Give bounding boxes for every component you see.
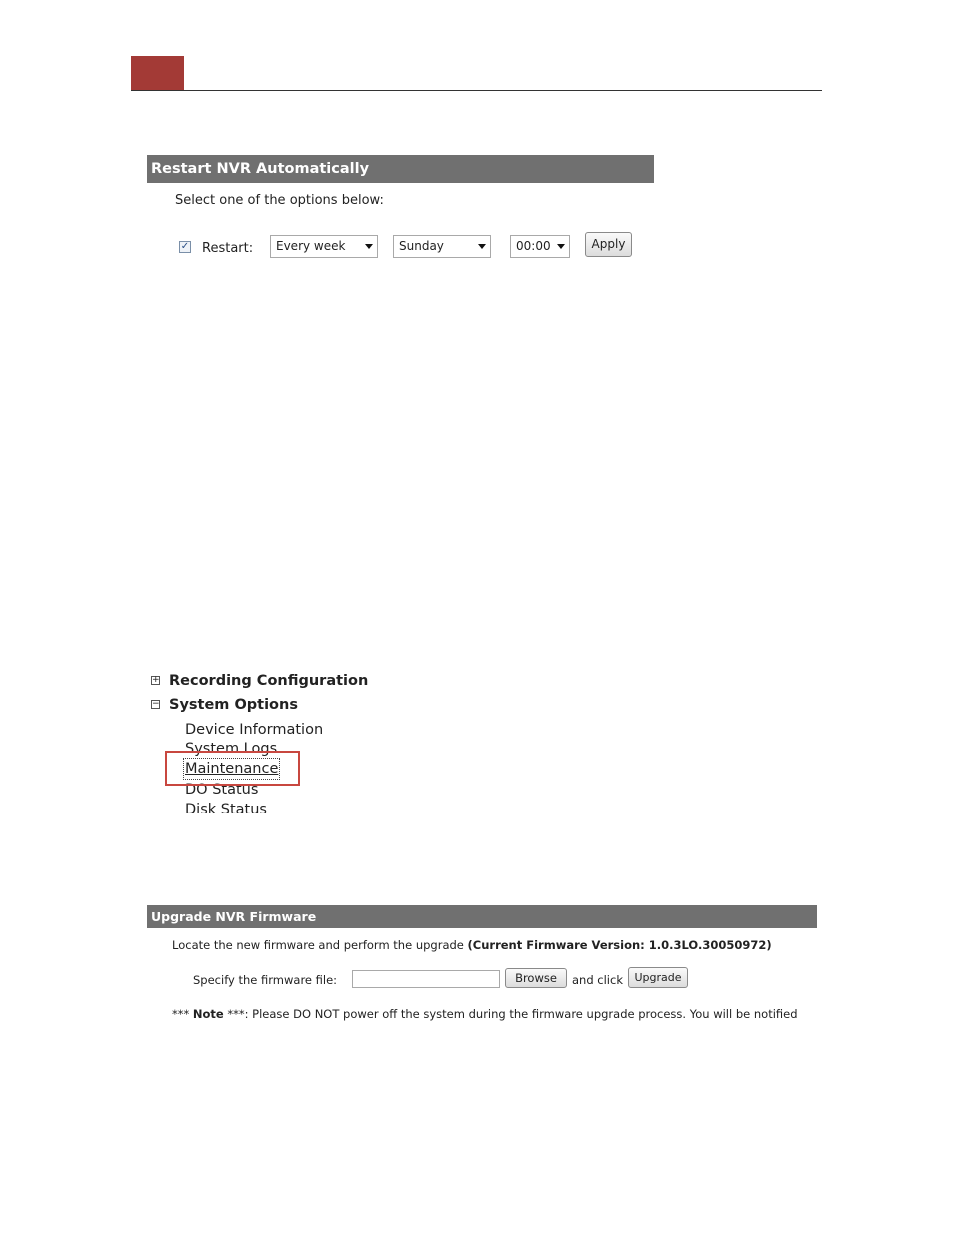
upgrade-button[interactable]: Upgrade bbox=[628, 967, 688, 988]
browse-button[interactable]: Browse bbox=[505, 968, 567, 988]
specify-file-label: Specify the firmware file: bbox=[193, 973, 338, 987]
tree-recording-configuration[interactable]: Recording Configuration bbox=[169, 673, 369, 689]
firmware-panel-title: Upgrade NVR Firmware bbox=[147, 905, 817, 928]
frequency-select-value: Every week bbox=[276, 239, 346, 253]
firmware-intro-text: Locate the new firmware and perform the upgrade bbox=[172, 938, 468, 952]
restart-checkbox[interactable] bbox=[179, 241, 191, 253]
tree-item-disk-status[interactable]: Disk Status bbox=[185, 802, 267, 813]
day-select[interactable] bbox=[393, 235, 491, 258]
tree-item-maintenance[interactable]: Maintenance bbox=[185, 761, 279, 777]
restart-label: Restart: bbox=[202, 241, 254, 256]
note-text: : Please DO NOT power off the system during the firmware upgrade process. You will be notified bbox=[244, 1007, 798, 1021]
restart-panel-title: Restart NVR Automatically bbox=[147, 155, 654, 183]
note-prefix: *** bbox=[172, 1007, 193, 1021]
tree-system-options[interactable]: System Options bbox=[169, 697, 298, 713]
maintenance-highlight-box bbox=[165, 751, 300, 786]
expand-icon[interactable]: + bbox=[152, 675, 160, 685]
tree-item-device-information[interactable]: Device Information bbox=[185, 722, 324, 738]
header-accent-block bbox=[131, 56, 184, 90]
chevron-down-icon bbox=[365, 244, 373, 249]
day-select-value: Sunday bbox=[399, 239, 444, 253]
collapse-icon[interactable]: − bbox=[152, 699, 160, 709]
chevron-down-icon bbox=[557, 244, 565, 249]
firmware-intro bbox=[172, 937, 772, 953]
firmware-file-input[interactable] bbox=[352, 970, 500, 988]
chevron-down-icon bbox=[478, 244, 486, 249]
firmware-note bbox=[172, 1006, 817, 1022]
current-firmware-version: (Current Firmware Version: 1.0.3LO.30050972) bbox=[467, 938, 772, 952]
note-suffix: *** bbox=[223, 1007, 245, 1021]
tree-item-system-logs[interactable]: System Logs bbox=[185, 741, 278, 757]
apply-button[interactable]: Apply bbox=[585, 232, 632, 257]
header-rule bbox=[131, 90, 822, 91]
restart-panel-intro: Select one of the options below: bbox=[175, 193, 384, 208]
frequency-select[interactable] bbox=[270, 235, 378, 258]
note-label: Note bbox=[192, 1007, 224, 1021]
time-select[interactable] bbox=[510, 235, 570, 258]
and-click-label: and click bbox=[572, 973, 623, 987]
time-select-value: 00:00 bbox=[516, 239, 551, 253]
checkmark-icon: ✓ bbox=[180, 241, 190, 252]
tree-item-do-status[interactable]: DO Status bbox=[185, 782, 259, 798]
